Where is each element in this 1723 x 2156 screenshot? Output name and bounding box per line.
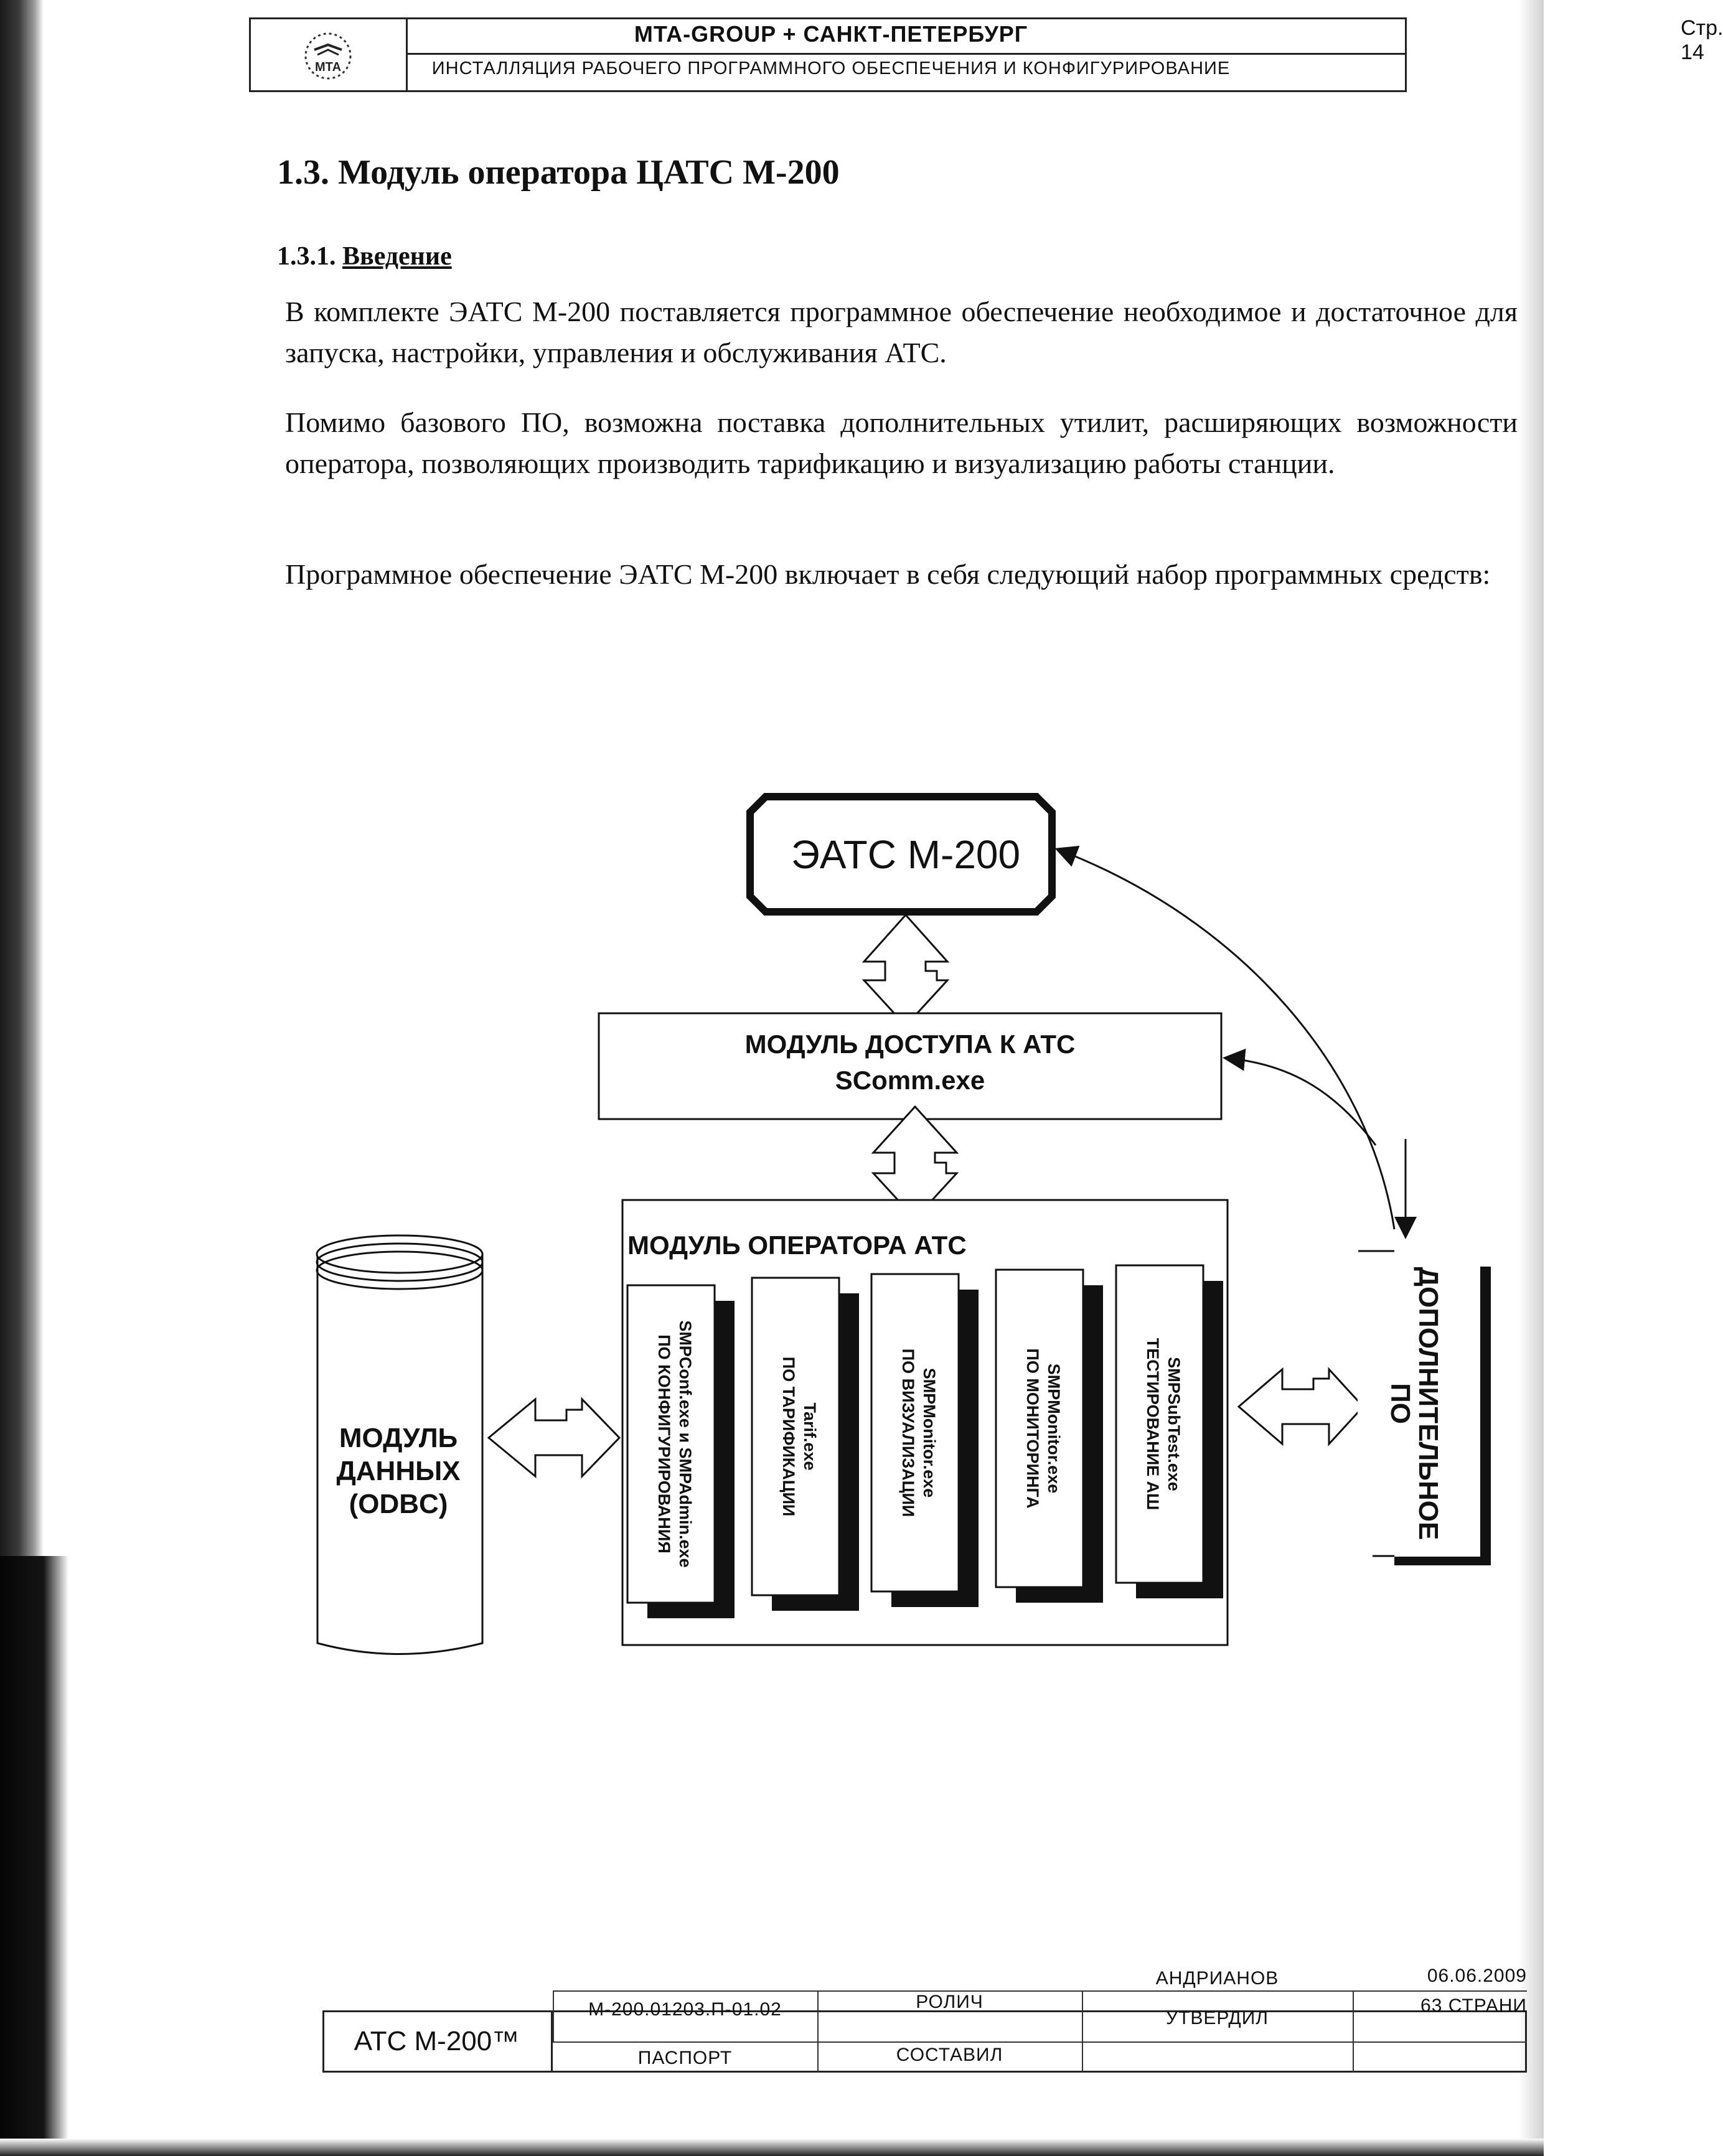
section-title: 1.3. Модуль оператора ЦАТС М-200 bbox=[277, 153, 840, 192]
page-footer bbox=[322, 1967, 1527, 2073]
eats-node bbox=[750, 797, 1052, 912]
footer-approver-name: АНДРИАНОВ bbox=[1155, 1968, 1279, 1989]
access-module-node bbox=[599, 1013, 1221, 1119]
component-config-line2: SMPConf.exe и SMPAdmin.exe bbox=[676, 1320, 695, 1568]
double-arrow-operator-additional bbox=[1239, 1369, 1363, 1444]
access-module-title: МОДУЛЬ ДОСТУПА К АТС bbox=[744, 1029, 1076, 1059]
header-company: MTA-GROUP + САНКТ-ПЕТЕРБУРГ bbox=[634, 21, 1028, 47]
component-monitoring-line2: SMPMonitor.exe bbox=[1045, 1363, 1063, 1494]
component-monitoring bbox=[996, 1270, 1103, 1603]
component-config bbox=[627, 1285, 735, 1618]
additional-software-line1: ДОПОЛНИТЕЛЬНОЕ bbox=[1413, 1267, 1444, 1540]
component-subscriber-test bbox=[1116, 1265, 1223, 1598]
component-visualization bbox=[871, 1274, 979, 1607]
data-module-node bbox=[317, 1235, 482, 1654]
component-config-line1: ПО КОНФИГУРИРОВАНИЯ bbox=[655, 1334, 674, 1554]
page-number: Стр. 14 bbox=[1681, 16, 1723, 64]
component-visualization-line2: SMPMonitor.exe bbox=[920, 1367, 939, 1498]
component-subscriber-test-line2: SMPSubTest.exe bbox=[1165, 1357, 1183, 1491]
footer-col-divider-0 bbox=[553, 1990, 554, 2041]
footer-author-role: СОСТАВИЛ bbox=[896, 2045, 1003, 2065]
footer-doc-code: М-200.01203.П-01.02 bbox=[588, 1999, 782, 2020]
data-module-line3: (ODBC) bbox=[349, 1489, 448, 1519]
paragraph-3: Программное обеспечение ЭАТС М-200 включает в себя следующий набор программных средств: bbox=[285, 558, 1491, 590]
footer-col-divider-1 bbox=[817, 1990, 819, 2073]
component-monitoring-line1: ПО МОНИТОРИНГА bbox=[1023, 1348, 1042, 1509]
footer-col-divider-3 bbox=[1353, 1990, 1354, 2073]
paragraph-2: Помимо базового ПО, возможна поставка дополнительных утилит, расширяющих возможности оператора, позволяющих производить тарификацию и визуализацию работы станции. bbox=[285, 406, 1518, 479]
footer-row-divider bbox=[553, 2041, 1527, 2043]
data-module-line1: МОДУЛЬ bbox=[339, 1423, 458, 1453]
component-visualization-line1: ПО ВИЗУАЛИЗАЦИИ bbox=[899, 1348, 918, 1517]
footer-date: 06.06.2009 bbox=[1427, 1966, 1527, 1986]
access-module-exe: SComm.exe bbox=[835, 1066, 985, 1095]
header-subtitle: ИНСТАЛЛЯЦИЯ РАБОЧЕГО ПРОГРАММНОГО ОБЕСПЕЧЕНИЯ И КОНФИГУРИРОВАНИЕ bbox=[431, 59, 1231, 78]
footer-approver-role: УТВЕРДИЛ bbox=[1166, 2008, 1269, 2028]
footer-doc-type: ПАСПОРТ bbox=[637, 2048, 733, 2068]
component-tarif-line1: ПО ТАРИФИКАЦИИ bbox=[779, 1356, 798, 1517]
double-arrow-data-operator bbox=[489, 1399, 619, 1476]
additional-software-line2: ПО bbox=[1385, 1383, 1415, 1424]
eats-label: ЭАТС М-200 bbox=[791, 832, 1021, 877]
component-tarif bbox=[752, 1278, 859, 1611]
data-module-line2: ДАННЫХ bbox=[336, 1456, 461, 1486]
logo-text: МТА bbox=[314, 60, 342, 74]
component-subscriber-test-line1: ТЕСТИРОВАНИЕ АШ bbox=[1143, 1338, 1162, 1511]
component-tarif-line2: Tarif.exe bbox=[800, 1402, 819, 1471]
paragraph-1: В комплекте ЭАТС М-200 поставляется программное обеспечение необходимое и достаточное для запуска, настройки, управления и обслуживания АТС. bbox=[285, 296, 1518, 368]
additional-software-node bbox=[1358, 1251, 1491, 1565]
footer-product: АТС М-200™ bbox=[322, 2010, 553, 2073]
curve-arrow-to-access bbox=[1226, 1058, 1376, 1145]
footer-pages: 63 СТРАНИ bbox=[1420, 1995, 1527, 2016]
footer-col-divider-2 bbox=[1082, 1990, 1083, 2073]
subsection-title: Введение bbox=[342, 242, 452, 271]
operator-module-title: МОДУЛЬ ОПЕРАТОРА АТС bbox=[627, 1230, 967, 1260]
double-arrow-eats-access bbox=[864, 915, 947, 1026]
subsection-number: 1.3.1. bbox=[277, 242, 336, 271]
footer-author-name: РОЛИЧ bbox=[916, 1992, 984, 2012]
